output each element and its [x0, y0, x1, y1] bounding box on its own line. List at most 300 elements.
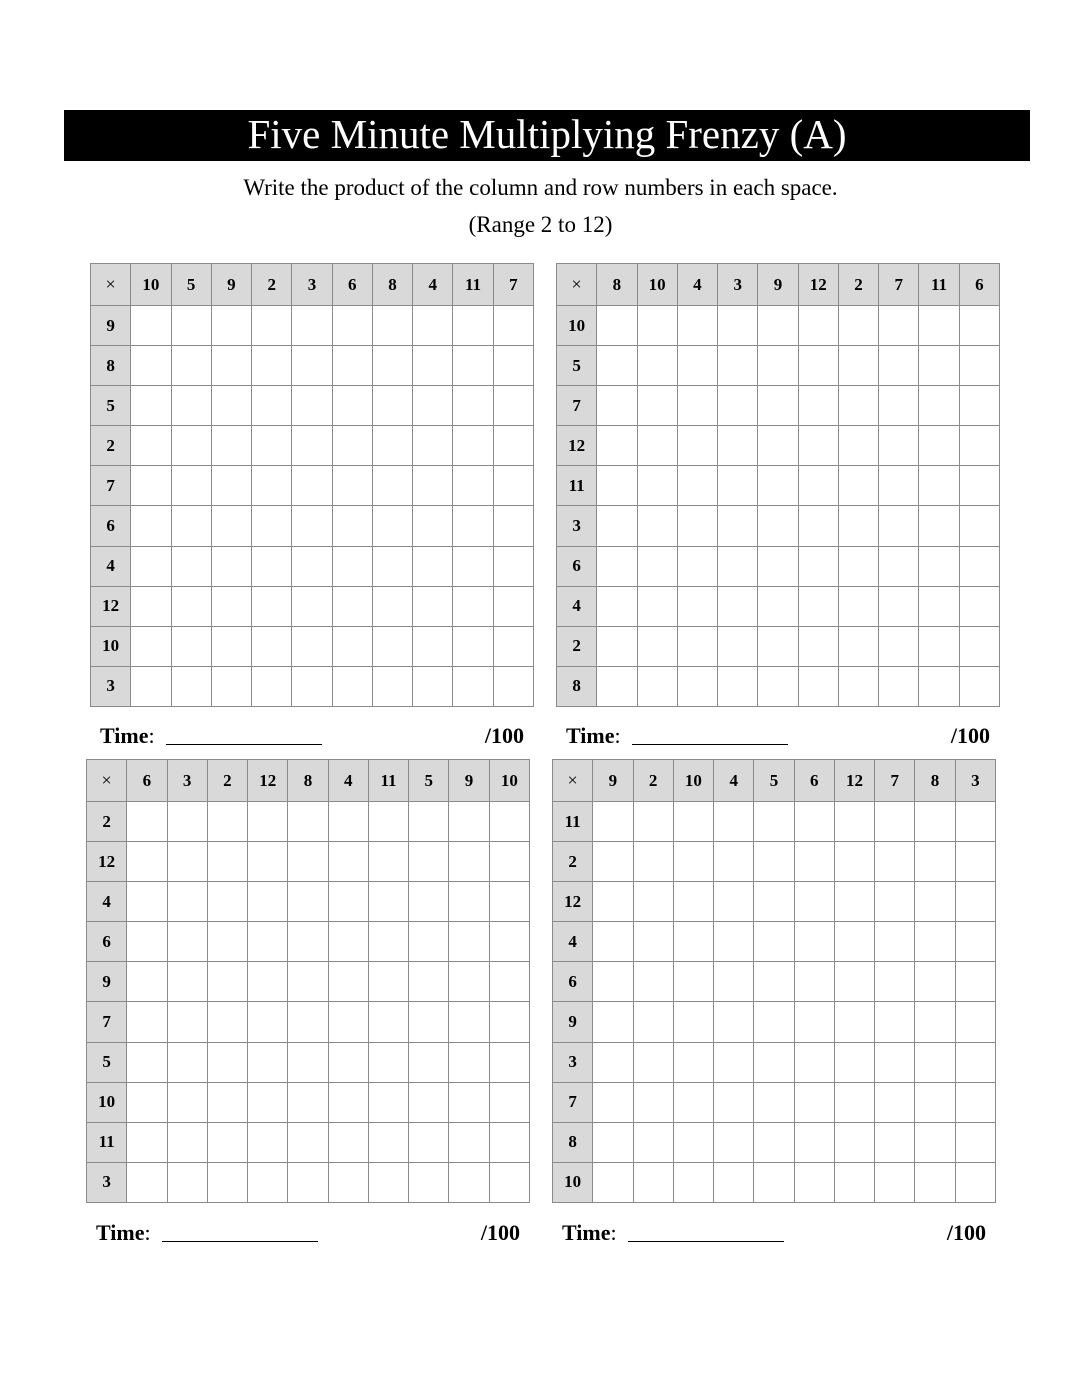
answer-cell[interactable] [794, 962, 834, 1002]
answer-cell[interactable] [919, 466, 959, 506]
answer-cell[interactable] [131, 546, 171, 586]
answer-cell[interactable] [834, 1042, 874, 1082]
answer-cell[interactable] [677, 466, 717, 506]
answer-cell[interactable] [207, 1002, 247, 1042]
answer-cell[interactable] [677, 386, 717, 426]
answer-cell[interactable] [211, 386, 251, 426]
answer-cell[interactable] [171, 306, 211, 346]
answer-cell[interactable] [493, 546, 533, 586]
answer-cell[interactable] [673, 1122, 713, 1162]
answer-cell[interactable] [597, 306, 637, 346]
answer-cell[interactable] [332, 426, 372, 466]
answer-cell[interactable] [252, 506, 292, 546]
answer-cell[interactable] [838, 466, 878, 506]
answer-cell[interactable] [409, 1122, 449, 1162]
answer-cell[interactable] [489, 1042, 529, 1082]
answer-cell[interactable] [637, 586, 677, 626]
answer-cell[interactable] [838, 506, 878, 546]
answer-cell[interactable] [288, 882, 328, 922]
answer-cell[interactable] [252, 626, 292, 666]
answer-cell[interactable] [754, 802, 794, 842]
answer-cell[interactable] [673, 802, 713, 842]
answer-cell[interactable] [131, 386, 171, 426]
answer-cell[interactable] [677, 426, 717, 466]
answer-cell[interactable] [915, 962, 955, 1002]
answer-cell[interactable] [127, 922, 167, 962]
answer-cell[interactable] [597, 626, 637, 666]
answer-cell[interactable] [372, 386, 412, 426]
answer-cell[interactable] [593, 882, 633, 922]
answer-cell[interactable] [758, 386, 798, 426]
answer-cell[interactable] [413, 386, 453, 426]
answer-cell[interactable] [754, 1082, 794, 1122]
answer-cell[interactable] [489, 882, 529, 922]
answer-cell[interactable] [248, 922, 288, 962]
answer-cell[interactable] [919, 586, 959, 626]
answer-cell[interactable] [754, 1162, 794, 1202]
answer-cell[interactable] [718, 586, 758, 626]
answer-cell[interactable] [834, 1002, 874, 1042]
answer-cell[interactable] [171, 426, 211, 466]
answer-cell[interactable] [328, 962, 368, 1002]
answer-cell[interactable] [758, 466, 798, 506]
answer-cell[interactable] [597, 506, 637, 546]
answer-cell[interactable] [449, 802, 489, 842]
answer-cell[interactable] [368, 922, 408, 962]
answer-cell[interactable] [171, 666, 211, 706]
answer-cell[interactable] [248, 1042, 288, 1082]
answer-cell[interactable] [292, 626, 332, 666]
answer-cell[interactable] [127, 1162, 167, 1202]
answer-cell[interactable] [673, 1002, 713, 1042]
answer-cell[interactable] [127, 882, 167, 922]
answer-cell[interactable] [673, 1042, 713, 1082]
answer-cell[interactable] [449, 962, 489, 1002]
answer-cell[interactable] [593, 1042, 633, 1082]
answer-cell[interactable] [413, 626, 453, 666]
answer-cell[interactable] [211, 666, 251, 706]
answer-cell[interactable] [633, 922, 673, 962]
answer-cell[interactable] [714, 1122, 754, 1162]
answer-cell[interactable] [207, 802, 247, 842]
answer-cell[interactable] [288, 1082, 328, 1122]
answer-cell[interactable] [167, 1002, 207, 1042]
answer-cell[interactable] [409, 962, 449, 1002]
answer-cell[interactable] [171, 586, 211, 626]
answer-cell[interactable] [834, 802, 874, 842]
answer-cell[interactable] [207, 962, 247, 1002]
answer-cell[interactable] [449, 922, 489, 962]
answer-cell[interactable] [248, 882, 288, 922]
answer-cell[interactable] [453, 626, 493, 666]
answer-cell[interactable] [449, 1082, 489, 1122]
answer-cell[interactable] [754, 1042, 794, 1082]
answer-cell[interactable] [593, 1122, 633, 1162]
answer-cell[interactable] [677, 626, 717, 666]
answer-cell[interactable] [328, 842, 368, 882]
answer-cell[interactable] [167, 1042, 207, 1082]
answer-cell[interactable] [714, 1162, 754, 1202]
answer-cell[interactable] [288, 922, 328, 962]
answer-cell[interactable] [637, 626, 677, 666]
answer-cell[interactable] [875, 922, 915, 962]
answer-cell[interactable] [252, 466, 292, 506]
answer-cell[interactable] [167, 962, 207, 1002]
answer-cell[interactable] [368, 842, 408, 882]
answer-cell[interactable] [879, 546, 919, 586]
answer-cell[interactable] [131, 626, 171, 666]
answer-cell[interactable] [207, 1082, 247, 1122]
answer-cell[interactable] [207, 1122, 247, 1162]
answer-cell[interactable] [959, 426, 999, 466]
answer-cell[interactable] [834, 922, 874, 962]
answer-cell[interactable] [207, 1162, 247, 1202]
answer-cell[interactable] [207, 1042, 247, 1082]
answer-cell[interactable] [453, 386, 493, 426]
answer-cell[interactable] [292, 426, 332, 466]
answer-cell[interactable] [673, 882, 713, 922]
answer-cell[interactable] [288, 842, 328, 882]
answer-cell[interactable] [597, 346, 637, 386]
answer-cell[interactable] [959, 626, 999, 666]
answer-cell[interactable] [328, 1042, 368, 1082]
answer-cell[interactable] [919, 506, 959, 546]
answer-cell[interactable] [758, 626, 798, 666]
answer-cell[interactable] [798, 466, 838, 506]
answer-cell[interactable] [332, 306, 372, 346]
answer-cell[interactable] [633, 1122, 673, 1162]
answer-cell[interactable] [875, 1042, 915, 1082]
answer-cell[interactable] [332, 626, 372, 666]
answer-cell[interactable] [714, 802, 754, 842]
answer-cell[interactable] [919, 346, 959, 386]
answer-cell[interactable] [714, 882, 754, 922]
answer-cell[interactable] [372, 346, 412, 386]
answer-cell[interactable] [368, 1082, 408, 1122]
answer-cell[interactable] [167, 1082, 207, 1122]
time-answer-line[interactable] [166, 744, 322, 745]
answer-cell[interactable] [207, 842, 247, 882]
answer-cell[interactable] [915, 882, 955, 922]
answer-cell[interactable] [677, 506, 717, 546]
answer-cell[interactable] [593, 1082, 633, 1122]
answer-cell[interactable] [673, 1082, 713, 1122]
answer-cell[interactable] [915, 1122, 955, 1162]
answer-cell[interactable] [453, 466, 493, 506]
answer-cell[interactable] [718, 626, 758, 666]
answer-cell[interactable] [493, 306, 533, 346]
answer-cell[interactable] [332, 466, 372, 506]
answer-cell[interactable] [368, 882, 408, 922]
answer-cell[interactable] [127, 962, 167, 1002]
answer-cell[interactable] [754, 1002, 794, 1042]
answer-cell[interactable] [714, 922, 754, 962]
answer-cell[interactable] [633, 1042, 673, 1082]
answer-cell[interactable] [171, 346, 211, 386]
answer-cell[interactable] [838, 346, 878, 386]
answer-cell[interactable] [292, 586, 332, 626]
answer-cell[interactable] [167, 882, 207, 922]
answer-cell[interactable] [493, 626, 533, 666]
answer-cell[interactable] [798, 426, 838, 466]
answer-cell[interactable] [372, 426, 412, 466]
answer-cell[interactable] [409, 802, 449, 842]
answer-cell[interactable] [288, 1162, 328, 1202]
answer-cell[interactable] [328, 1002, 368, 1042]
answer-cell[interactable] [955, 1082, 995, 1122]
answer-cell[interactable] [794, 842, 834, 882]
answer-cell[interactable] [875, 842, 915, 882]
answer-cell[interactable] [959, 466, 999, 506]
answer-cell[interactable] [875, 1082, 915, 1122]
answer-cell[interactable] [758, 586, 798, 626]
answer-cell[interactable] [919, 666, 959, 706]
answer-cell[interactable] [207, 922, 247, 962]
answer-cell[interactable] [838, 546, 878, 586]
answer-cell[interactable] [288, 962, 328, 1002]
answer-cell[interactable] [288, 1042, 328, 1082]
answer-cell[interactable] [328, 882, 368, 922]
answer-cell[interactable] [372, 666, 412, 706]
answer-cell[interactable] [718, 466, 758, 506]
answer-cell[interactable] [252, 386, 292, 426]
answer-cell[interactable] [453, 546, 493, 586]
answer-cell[interactable] [252, 306, 292, 346]
answer-cell[interactable] [292, 506, 332, 546]
answer-cell[interactable] [332, 346, 372, 386]
answer-cell[interactable] [372, 586, 412, 626]
answer-cell[interactable] [489, 1002, 529, 1042]
answer-cell[interactable] [593, 1162, 633, 1202]
answer-cell[interactable] [413, 306, 453, 346]
answer-cell[interactable] [794, 802, 834, 842]
answer-cell[interactable] [633, 1002, 673, 1042]
answer-cell[interactable] [211, 546, 251, 586]
answer-cell[interactable] [453, 426, 493, 466]
answer-cell[interactable] [493, 346, 533, 386]
answer-cell[interactable] [368, 1122, 408, 1162]
answer-cell[interactable] [131, 426, 171, 466]
answer-cell[interactable] [248, 1082, 288, 1122]
answer-cell[interactable] [409, 1162, 449, 1202]
answer-cell[interactable] [211, 586, 251, 626]
answer-cell[interactable] [248, 842, 288, 882]
answer-cell[interactable] [959, 306, 999, 346]
answer-cell[interactable] [637, 466, 677, 506]
answer-cell[interactable] [131, 306, 171, 346]
answer-cell[interactable] [332, 386, 372, 426]
answer-cell[interactable] [758, 546, 798, 586]
answer-cell[interactable] [718, 346, 758, 386]
answer-cell[interactable] [838, 666, 878, 706]
time-answer-line[interactable] [632, 744, 788, 745]
answer-cell[interactable] [413, 546, 453, 586]
answer-cell[interactable] [413, 506, 453, 546]
answer-cell[interactable] [758, 506, 798, 546]
answer-cell[interactable] [794, 1162, 834, 1202]
answer-cell[interactable] [633, 882, 673, 922]
answer-cell[interactable] [211, 346, 251, 386]
answer-cell[interactable] [409, 1042, 449, 1082]
answer-cell[interactable] [677, 306, 717, 346]
answer-cell[interactable] [955, 1042, 995, 1082]
answer-cell[interactable] [489, 922, 529, 962]
answer-cell[interactable] [368, 1162, 408, 1202]
answer-cell[interactable] [368, 802, 408, 842]
answer-cell[interactable] [959, 666, 999, 706]
answer-cell[interactable] [955, 842, 995, 882]
answer-cell[interactable] [794, 1002, 834, 1042]
answer-cell[interactable] [252, 586, 292, 626]
answer-cell[interactable] [838, 306, 878, 346]
answer-cell[interactable] [955, 1122, 995, 1162]
answer-cell[interactable] [597, 426, 637, 466]
answer-cell[interactable] [794, 1122, 834, 1162]
answer-cell[interactable] [409, 922, 449, 962]
answer-cell[interactable] [919, 546, 959, 586]
answer-cell[interactable] [453, 306, 493, 346]
answer-cell[interactable] [171, 506, 211, 546]
answer-cell[interactable] [714, 1082, 754, 1122]
answer-cell[interactable] [131, 346, 171, 386]
answer-cell[interactable] [211, 426, 251, 466]
answer-cell[interactable] [875, 1122, 915, 1162]
answer-cell[interactable] [453, 586, 493, 626]
answer-cell[interactable] [292, 346, 332, 386]
answer-cell[interactable] [959, 586, 999, 626]
answer-cell[interactable] [834, 842, 874, 882]
answer-cell[interactable] [131, 666, 171, 706]
answer-cell[interactable] [879, 466, 919, 506]
answer-cell[interactable] [453, 346, 493, 386]
answer-cell[interactable] [879, 586, 919, 626]
answer-cell[interactable] [167, 1162, 207, 1202]
answer-cell[interactable] [248, 1162, 288, 1202]
answer-cell[interactable] [332, 666, 372, 706]
answer-cell[interactable] [637, 666, 677, 706]
answer-cell[interactable] [834, 1122, 874, 1162]
answer-cell[interactable] [919, 386, 959, 426]
answer-cell[interactable] [292, 546, 332, 586]
answer-cell[interactable] [955, 1002, 995, 1042]
answer-cell[interactable] [211, 626, 251, 666]
answer-cell[interactable] [372, 546, 412, 586]
answer-cell[interactable] [955, 882, 995, 922]
answer-cell[interactable] [754, 962, 794, 1002]
answer-cell[interactable] [673, 962, 713, 1002]
answer-cell[interactable] [637, 386, 677, 426]
answer-cell[interactable] [955, 922, 995, 962]
answer-cell[interactable] [288, 802, 328, 842]
answer-cell[interactable] [838, 586, 878, 626]
answer-cell[interactable] [252, 546, 292, 586]
answer-cell[interactable] [758, 306, 798, 346]
answer-cell[interactable] [879, 666, 919, 706]
answer-cell[interactable] [915, 922, 955, 962]
answer-cell[interactable] [127, 1042, 167, 1082]
answer-cell[interactable] [328, 922, 368, 962]
time-answer-line[interactable] [628, 1241, 784, 1242]
answer-cell[interactable] [597, 586, 637, 626]
answer-cell[interactable] [838, 386, 878, 426]
answer-cell[interactable] [211, 506, 251, 546]
answer-cell[interactable] [131, 506, 171, 546]
answer-cell[interactable] [677, 666, 717, 706]
answer-cell[interactable] [718, 546, 758, 586]
answer-cell[interactable] [288, 1002, 328, 1042]
answer-cell[interactable] [919, 626, 959, 666]
answer-cell[interactable] [637, 306, 677, 346]
answer-cell[interactable] [798, 666, 838, 706]
answer-cell[interactable] [409, 882, 449, 922]
answer-cell[interactable] [409, 1082, 449, 1122]
answer-cell[interactable] [593, 1002, 633, 1042]
answer-cell[interactable] [637, 426, 677, 466]
answer-cell[interactable] [413, 346, 453, 386]
answer-cell[interactable] [677, 346, 717, 386]
answer-cell[interactable] [597, 466, 637, 506]
answer-cell[interactable] [449, 1162, 489, 1202]
answer-cell[interactable] [915, 1162, 955, 1202]
answer-cell[interactable] [875, 882, 915, 922]
answer-cell[interactable] [248, 802, 288, 842]
answer-cell[interactable] [292, 386, 332, 426]
answer-cell[interactable] [449, 842, 489, 882]
answer-cell[interactable] [754, 1122, 794, 1162]
answer-cell[interactable] [171, 466, 211, 506]
answer-cell[interactable] [718, 306, 758, 346]
answer-cell[interactable] [959, 506, 999, 546]
answer-cell[interactable] [372, 306, 412, 346]
answer-cell[interactable] [677, 586, 717, 626]
answer-cell[interactable] [493, 386, 533, 426]
answer-cell[interactable] [633, 802, 673, 842]
answer-cell[interactable] [955, 962, 995, 1002]
answer-cell[interactable] [409, 1002, 449, 1042]
answer-cell[interactable] [798, 626, 838, 666]
answer-cell[interactable] [493, 466, 533, 506]
answer-cell[interactable] [368, 962, 408, 1002]
answer-cell[interactable] [714, 1002, 754, 1042]
answer-cell[interactable] [718, 666, 758, 706]
answer-cell[interactable] [328, 1122, 368, 1162]
answer-cell[interactable] [794, 1042, 834, 1082]
answer-cell[interactable] [368, 1042, 408, 1082]
answer-cell[interactable] [673, 1162, 713, 1202]
answer-cell[interactable] [593, 922, 633, 962]
answer-cell[interactable] [489, 802, 529, 842]
answer-cell[interactable] [248, 962, 288, 1002]
answer-cell[interactable] [453, 506, 493, 546]
answer-cell[interactable] [328, 1162, 368, 1202]
answer-cell[interactable] [413, 586, 453, 626]
answer-cell[interactable] [955, 802, 995, 842]
answer-cell[interactable] [794, 922, 834, 962]
answer-cell[interactable] [409, 842, 449, 882]
answer-cell[interactable] [879, 386, 919, 426]
answer-cell[interactable] [879, 506, 919, 546]
answer-cell[interactable] [167, 922, 207, 962]
answer-cell[interactable] [489, 1122, 529, 1162]
answer-cell[interactable] [127, 1002, 167, 1042]
answer-cell[interactable] [332, 586, 372, 626]
answer-cell[interactable] [292, 306, 332, 346]
answer-cell[interactable] [211, 466, 251, 506]
answer-cell[interactable] [252, 346, 292, 386]
answer-cell[interactable] [368, 1002, 408, 1042]
answer-cell[interactable] [449, 882, 489, 922]
answer-cell[interactable] [714, 1042, 754, 1082]
